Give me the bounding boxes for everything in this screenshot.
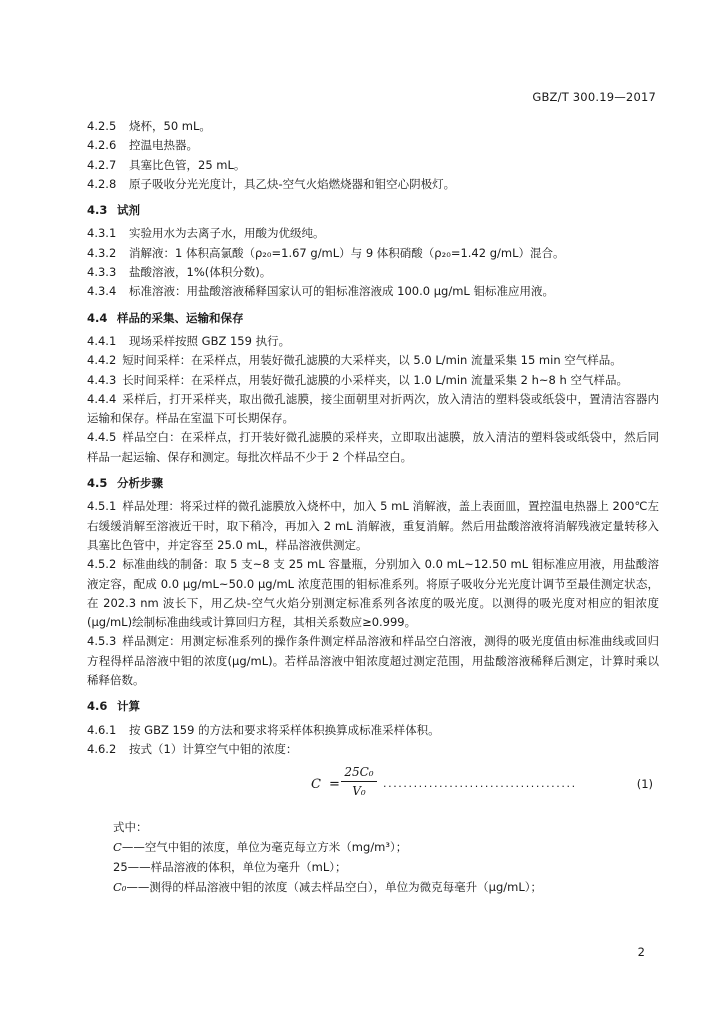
list-item: 4.2.7 具塞比色管，25 mL。 <box>87 157 246 172</box>
section-heading-sampling: 4.4 样品的采集、运输和保存 <box>87 310 244 325</box>
list-item: 4.2.5 烧杯，50 mL。 <box>87 119 211 133</box>
list-item: 4.3.3 盐酸溶液，1%(体积分数)。 <box>87 265 272 280</box>
list-item: 4.6.2 按式（1）计算空气中钼的浓度： <box>87 741 298 756</box>
paragraph: 4.4.3 长时间采样：在采样点，用装好微孔滤膜的小采样夹，以 1.0 L/min 流量采集 2 h~8 h 空气样品。 <box>87 372 628 387</box>
list-item: 4.4.1 现场采样按照 GBZ 159 执行。 <box>87 333 291 348</box>
definition-item: 25——样品溶液的体积，单位为毫升（mL）； <box>113 860 347 875</box>
formula-denominator: V₀ <box>352 784 366 799</box>
formula-lhs: C <box>311 777 321 793</box>
formula-fraction <box>341 765 377 798</box>
formula-definitions <box>113 817 659 897</box>
list-item: 4.3.4 标准溶液：用盐酸溶液稀释国家认可的钼标准溶液成 100.0 μg/mL 钼标准应用液。 <box>87 284 554 299</box>
formula <box>87 765 659 813</box>
standard-code: GBZ/T 300.19—2017 <box>532 90 656 104</box>
paragraph: 4.5.3 样品测定：用测定标准系列的操作条件测定样品溶液和样品空白溶液，测得的吸光度值由标准曲线或回归方程得样品溶液中钼的浓度(μg/mL)。若样品溶液中钼浓度超过测定范围，用盐酸溶液稀释后测定，计算时乘以稀释倍数。 <box>87 634 659 688</box>
where-label: 式中： <box>113 820 148 835</box>
list-item: 4.2.8 原子吸收分光光度计，具乙炔-空气火焰燃烧器和钼空心阴极灯。 <box>87 176 456 191</box>
formula-number: (1) <box>636 777 653 792</box>
document-body <box>87 117 659 897</box>
formula-numerator: 25C₀ <box>341 765 377 782</box>
section-heading-calculation: 4.6 计算 <box>87 699 140 714</box>
paragraph: 4.5.2 标准曲线的制备：取 5 支~8 支 25 mL 容量瓶，分别加入 0.0 mL~12.50 mL 钼标准应用液，用盐酸溶液定容，配成 0.0 μg/mL~50.0 μg/mL 浓度范围的钼标准系列。将原子吸收分光光度计调节至最佳测定状态，在 202.3 nm 波长下，用乙炔-空气火焰分别测定标准系列各浓度的吸光度。以测得的吸光度对相应的钼浓度(μg/mL)绘制标准曲线或计算回归方程，其相关系数应≥0.999。 <box>87 557 659 630</box>
formula-leader-dots: ...................................... <box>383 777 577 791</box>
list-item: 4.6.1 按 GBZ 159 的方法和要求将采样体积换算成标准采样体积。 <box>87 722 440 737</box>
section-heading-analysis: 4.5 分析步骤 <box>87 476 163 491</box>
paragraph: 4.4.5 样品空白：在采样点，打开装好微孔滤膜的采样夹，立即取出滤膜，放入清洁的塑料袋或纸袋中，然后同样品一起运输、保存和测定。每批次样品不少于 2 个样品空白。 <box>87 430 659 464</box>
definition-item: C——空气中钼的浓度，单位为毫克每立方米（mg/m³）； <box>113 840 408 855</box>
paragraph: 4.4.4 采样后，打开采样夹，取出微孔滤膜，接尘面朝里对折两次，放入清洁的塑料袋或纸袋中，置清洁容器内运输和保存。样品在室温下可长期保存。 <box>87 391 659 426</box>
list-item: 4.3.1 实验用水为去离子水，用酸为优级纯。 <box>87 226 325 241</box>
section-heading-reagents: 4.3 试剂 <box>87 203 140 218</box>
list-item: 4.2.6 控温电热器。 <box>87 138 198 153</box>
paragraph: 4.4.2 短时间采样：在采样点，用装好微孔滤膜的大采样夹，以 5.0 L/min 流量采集 15 min 空气样品。 <box>87 353 622 368</box>
list-item: 4.3.2 消解液：1 体积高氯酸（ρ₂₀=1.67 g/mL）与 9 体积硝酸（ρ₂₀=1.42 g/mL）混合。 <box>87 245 565 260</box>
definition-item: C₀——测得的样品溶液中钼的浓度（减去样品空白），单位为微克每毫升（μg/mL）； <box>113 880 543 895</box>
formula-equals: = <box>329 777 340 793</box>
page-number: 2 <box>637 945 645 959</box>
paragraph: 4.5.1 样品处理：将采过样的微孔滤膜放入烧杯中，加入 5 mL 消解液，盖上表面皿，置控温电热器上 200℃左右缓缓消解至溶液近干时，取下稍冷，再加入 2 mL 消解液，重复消解。然后用盐酸溶液将消解残液定量转移入具塞比色管中，并定容至 25.0 mL，样品溶液供测定。 <box>87 499 659 552</box>
